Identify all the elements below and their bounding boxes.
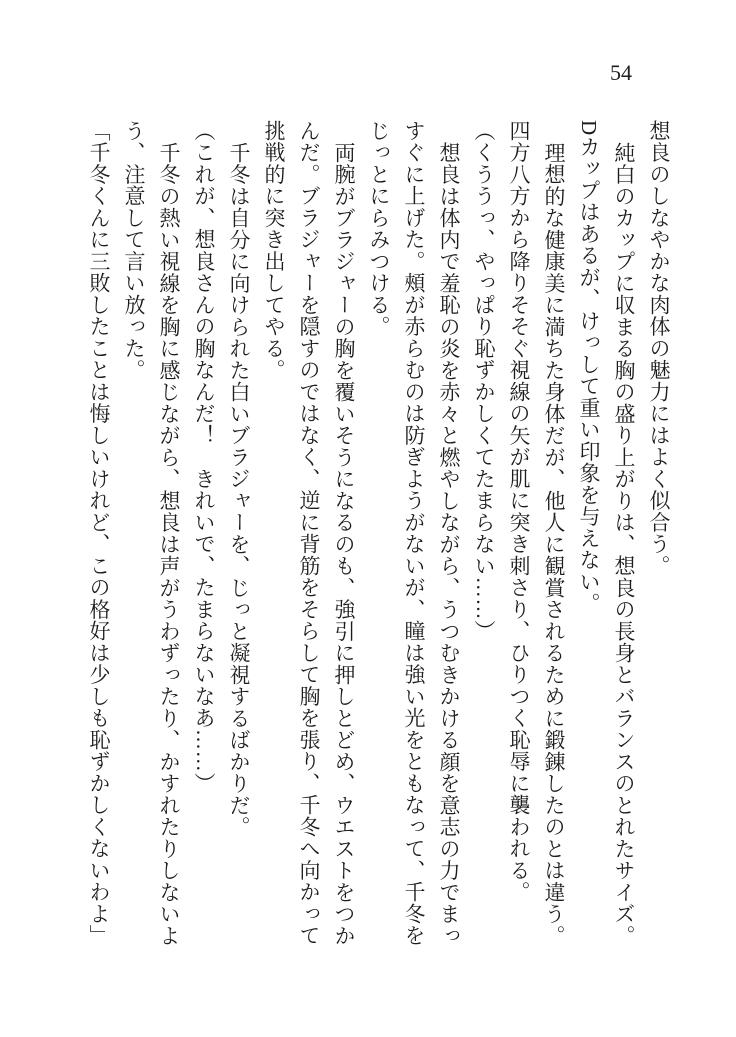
paragraph: 「千冬くんに三敗したことは悔しいけれど、この格好は少しも恥ずかしくないわよ」 xyxy=(87,120,111,947)
paragraph: 千冬は自分に向けられた白いブラジャーを、じっと凝視するばかりだ。 xyxy=(227,142,251,838)
paragraph: （これが、想良さんの胸なんだ！ きれいで、たまらないなあ……） xyxy=(192,120,216,795)
paragraph: 想良のしなやかな肉体の魅力にはよく似合う。 xyxy=(647,120,671,577)
paragraph: 千冬の熱い視線を胸に感じながら、想良は声がうわずったり、かすれたりしないよう、注意して言い放った。 xyxy=(122,120,181,947)
paragraph: 理想的な健康美に満ちた身体だが、他人に観賞されるために鍛錬したのとは違う。四方八方から降りそそぐ視線の矢が肌に突き刺さり、ひりつく恥辱に襲われる。 xyxy=(507,120,566,947)
paragraph: （くううっ、やっぱり恥ずかしくてたまらない……） xyxy=(472,120,496,642)
page-number: 54 xyxy=(610,60,632,85)
paragraph: 純白のカップに収まる胸の盛り上がりは、想良の長身とバランスのとれたサイズ。Dカップはあるが、けっして重い印象を与えない。 xyxy=(577,120,636,947)
paragraph: 想良は体内で羞恥の炎を赤々と燃やしながら、うつむきかける顔を意志の力でまっすぐに上げた。頰が赤らむのは防ぎようがないが、瞳は強い光をともなって、千冬をじっとにらみつける。 xyxy=(367,120,461,947)
body-text xyxy=(80,120,676,954)
paragraph: 両腕がブラジャーの胸を覆いそうになるのも、強引に押しとどめ、ウエストをつかんだ。ブラジャーを隠すのではなく、逆に背筋をそらして胸を張り、千冬へ向かって挑戦的に突き出してやる。 xyxy=(262,120,356,947)
